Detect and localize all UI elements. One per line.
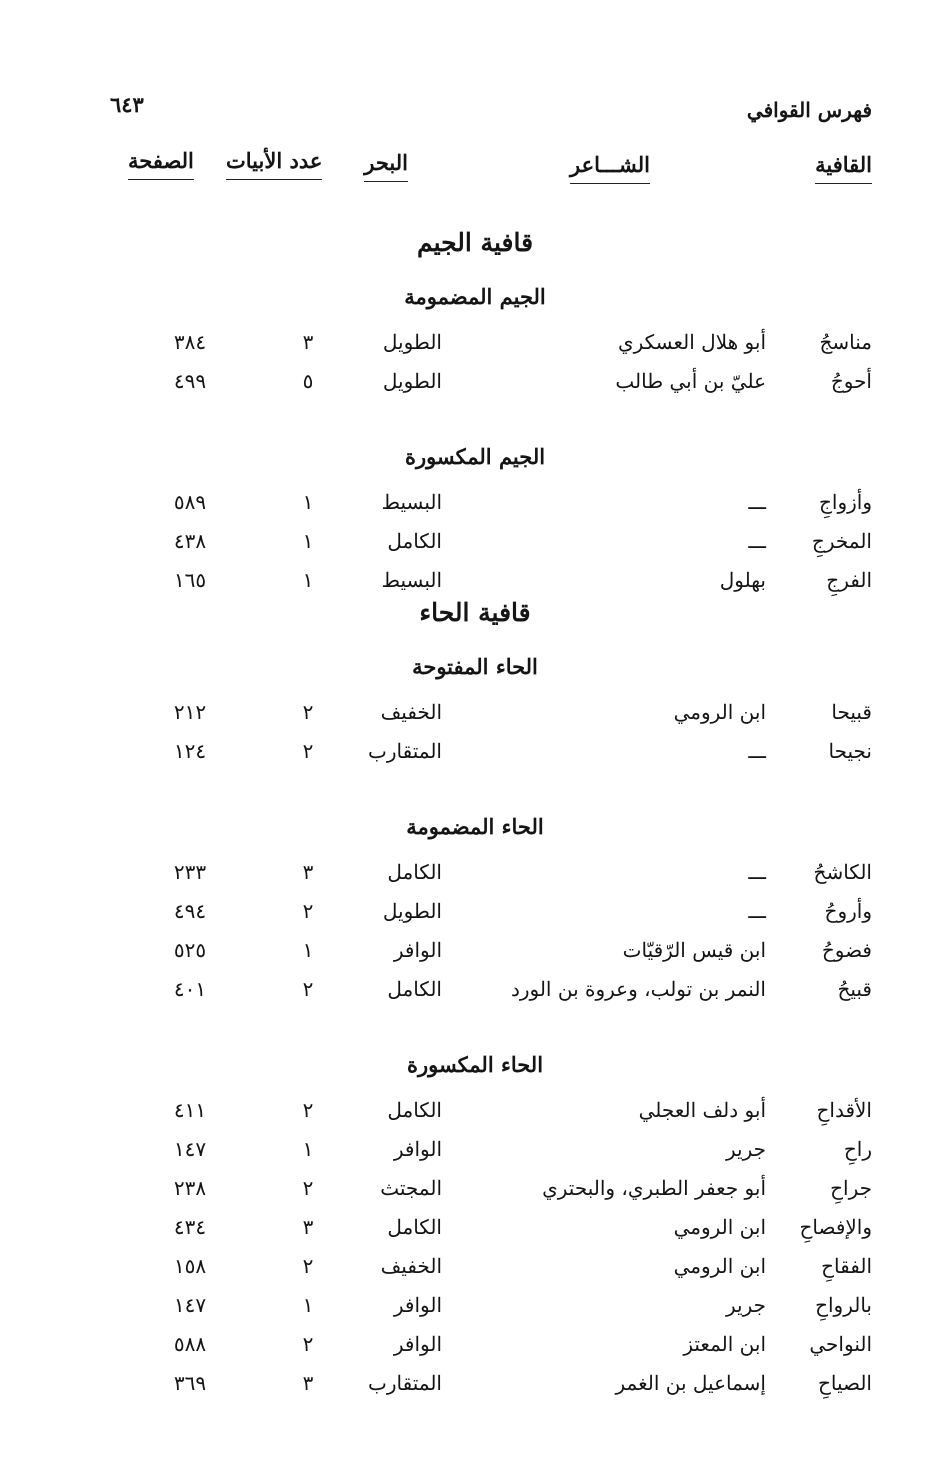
rhyme-cell: الفرجِ bbox=[826, 568, 872, 592]
column-header-underline bbox=[226, 179, 322, 180]
rhyme-cell: المخرجِ bbox=[811, 529, 872, 553]
rhyme-cell: الأقداحِ bbox=[816, 1098, 872, 1122]
page-number-cell: ٢٣٣ bbox=[173, 860, 207, 884]
poet-cell: ـــ bbox=[748, 739, 766, 763]
index-row bbox=[0, 1293, 950, 1327]
poet-cell: أبو هلال العسكري bbox=[617, 330, 766, 354]
column-header-poet bbox=[570, 152, 650, 184]
column-header-page bbox=[128, 148, 194, 180]
page-number-cell: ٤٣٨ bbox=[173, 529, 207, 553]
index-row bbox=[0, 899, 950, 933]
meter-cell: الخفيف bbox=[380, 1254, 442, 1278]
meter-cell: الكامل bbox=[387, 977, 442, 1001]
index-row bbox=[0, 1176, 950, 1210]
verse-count-cell: ١ bbox=[302, 938, 314, 962]
verse-count-cell: ٥ bbox=[302, 369, 314, 393]
poet-cell: ابن الرومي bbox=[673, 700, 766, 724]
index-row bbox=[0, 860, 950, 894]
page-number-cell: ٥٨٨ bbox=[173, 1332, 207, 1356]
meter-cell: الوافر bbox=[393, 1137, 442, 1161]
verse-count-cell: ١ bbox=[302, 1137, 314, 1161]
index-row bbox=[0, 1332, 950, 1366]
verse-count-cell: ٢ bbox=[302, 1176, 314, 1200]
rhyme-cell: قبيحا bbox=[831, 700, 872, 724]
poet-cell: إسماعيل بن الغمر bbox=[615, 1371, 766, 1395]
rhyme-cell: جراحِ bbox=[830, 1176, 872, 1200]
section-title: قافية الجيم bbox=[416, 228, 534, 257]
poet-cell: النمر بن تولب، وعروة بن الورد bbox=[510, 977, 766, 1001]
poet-cell: ابن الرومي bbox=[673, 1254, 766, 1278]
index-row bbox=[0, 369, 950, 403]
subsection-title: الحاء المفتوحة bbox=[412, 654, 538, 679]
page-number-cell: ٤٠١ bbox=[173, 977, 207, 1001]
meter-cell: الطويل bbox=[382, 899, 442, 923]
column-header-count bbox=[226, 148, 322, 180]
subsection-title: الجيم المكسورة bbox=[404, 444, 546, 469]
poet-cell: جرير bbox=[726, 1137, 766, 1161]
rhyme-cell: النواحي bbox=[809, 1332, 872, 1356]
column-header-rhyme-label: القافية bbox=[815, 152, 872, 177]
verse-count-cell: ٢ bbox=[302, 977, 314, 1001]
rhyme-cell: قبيحُ bbox=[837, 977, 872, 1001]
poet-cell: أبو دلف العجلي bbox=[638, 1098, 766, 1122]
index-row bbox=[0, 1371, 950, 1405]
meter-cell: الطويل bbox=[382, 330, 442, 354]
rhyme-cell: بالرواحِ bbox=[815, 1293, 872, 1317]
meter-cell: البسيط bbox=[381, 490, 442, 514]
page-number-cell: ٣٦٩ bbox=[173, 1371, 207, 1395]
index-row bbox=[0, 490, 950, 524]
poet-cell: ابن الرومي bbox=[673, 1215, 766, 1239]
column-header-meter bbox=[364, 150, 408, 182]
rhyme-cell: أحوجُ bbox=[830, 369, 872, 393]
verse-count-cell: ٣ bbox=[302, 860, 314, 884]
meter-cell: الكامل bbox=[387, 529, 442, 553]
column-header-underline bbox=[364, 181, 408, 182]
column-header-count-label: عدد الأبيات bbox=[226, 148, 323, 173]
column-header-poet-label: الشـــاعر bbox=[570, 152, 650, 177]
verse-count-cell: ٢ bbox=[302, 899, 314, 923]
rhyme-cell: والإفصاحِ bbox=[799, 1215, 872, 1239]
verse-count-cell: ٣ bbox=[302, 1215, 314, 1239]
verse-count-cell: ٣ bbox=[302, 1371, 314, 1395]
running-title: فهرس القوافي bbox=[746, 98, 872, 122]
poet-cell: بهلول bbox=[719, 568, 766, 592]
verse-count-cell: ٢ bbox=[302, 1098, 314, 1122]
meter-cell: الخفيف bbox=[380, 700, 442, 724]
poet-cell: ـــ bbox=[748, 899, 766, 923]
poet-cell: ابن قيس الرّقيّات bbox=[622, 938, 766, 962]
page-number-cell: ٤١١ bbox=[173, 1098, 207, 1122]
poet-cell: ـــ bbox=[748, 490, 766, 514]
rhyme-cell: الكاشحُ bbox=[813, 860, 872, 884]
column-header-underline bbox=[570, 183, 650, 184]
index-row bbox=[0, 1098, 950, 1132]
meter-cell: المتقارب bbox=[368, 739, 442, 763]
index-row bbox=[0, 1137, 950, 1171]
page-number-cell: ١٢٤ bbox=[173, 739, 207, 763]
verse-count-cell: ٢ bbox=[302, 700, 314, 724]
verse-count-cell: ١ bbox=[302, 490, 314, 514]
meter-cell: الطويل bbox=[382, 369, 442, 393]
meter-cell: المجتث bbox=[380, 1176, 442, 1200]
index-row bbox=[0, 977, 950, 1011]
poet-cell: أبو جعفر الطبري، والبحتري bbox=[542, 1176, 766, 1200]
index-row bbox=[0, 568, 950, 602]
page-number-cell: ١٥٨ bbox=[173, 1254, 207, 1278]
page-number: ٦٤٣ bbox=[110, 92, 144, 117]
verse-count-cell: ١ bbox=[302, 568, 314, 592]
verse-count-cell: ٢ bbox=[302, 739, 314, 763]
page-number-cell: ٤٩٤ bbox=[173, 899, 207, 923]
index-row bbox=[0, 938, 950, 972]
rhyme-cell: وأروحُ bbox=[824, 899, 872, 923]
column-header-page-label: الصفحة bbox=[128, 148, 194, 173]
meter-cell: المتقارب bbox=[368, 1371, 442, 1395]
rhyme-cell: وأزواجِ bbox=[819, 490, 872, 514]
index-row bbox=[0, 739, 950, 773]
page-number-cell: ٤٣٤ bbox=[173, 1215, 207, 1239]
page-number-cell: ٢٣٨ bbox=[173, 1176, 207, 1200]
rhyme-cell: الصياحِ bbox=[817, 1371, 872, 1395]
column-header-underline bbox=[128, 179, 194, 180]
index-row bbox=[0, 330, 950, 364]
page-number-cell: ٥٢٥ bbox=[173, 938, 207, 962]
page-number-cell: ٤٩٩ bbox=[173, 369, 207, 393]
poet-cell: جرير bbox=[726, 1293, 766, 1317]
rhyme-cell: الفقاحِ bbox=[821, 1254, 872, 1278]
meter-cell: الوافر bbox=[393, 938, 442, 962]
subsection-title: الجيم المضمومة bbox=[404, 284, 546, 309]
page-number-cell: ١٤٧ bbox=[173, 1137, 207, 1161]
poet-cell: ـــ bbox=[748, 860, 766, 884]
index-row bbox=[0, 529, 950, 563]
index-row bbox=[0, 1254, 950, 1288]
verse-count-cell: ٣ bbox=[302, 330, 314, 354]
column-header-meter-label: البحر bbox=[364, 150, 408, 175]
rhyme-cell: فضوحُ bbox=[821, 938, 872, 962]
poet-cell: ـــ bbox=[748, 529, 766, 553]
index-row bbox=[0, 1215, 950, 1249]
meter-cell: البسيط bbox=[381, 568, 442, 592]
rhyme-cell: مناسجُ bbox=[819, 330, 872, 354]
verse-count-cell: ١ bbox=[302, 1293, 314, 1317]
page-number-cell: ٥٨٩ bbox=[173, 490, 207, 514]
meter-cell: الكامل bbox=[387, 1098, 442, 1122]
meter-cell: الكامل bbox=[387, 860, 442, 884]
rhyme-cell: نجيحا bbox=[828, 739, 872, 763]
verse-count-cell: ٢ bbox=[302, 1332, 314, 1356]
verse-count-cell: ١ bbox=[302, 529, 314, 553]
page-number-cell: ١٦٥ bbox=[173, 568, 207, 592]
column-header-underline bbox=[815, 183, 872, 184]
page-number-cell: ٣٨٤ bbox=[173, 330, 207, 354]
page-header bbox=[110, 92, 872, 132]
verse-count-cell: ٢ bbox=[302, 1254, 314, 1278]
meter-cell: الوافر bbox=[393, 1293, 442, 1317]
column-header-rhyme bbox=[815, 152, 872, 184]
meter-cell: الوافر bbox=[393, 1332, 442, 1356]
subsection-title: الحاء المضمومة bbox=[406, 814, 544, 839]
meter-cell: الكامل bbox=[387, 1215, 442, 1239]
page-number-cell: ١٤٧ bbox=[173, 1293, 207, 1317]
page-number-cell: ٢١٢ bbox=[173, 700, 207, 724]
section-title: قافية الحاء bbox=[419, 598, 531, 627]
rhyme-cell: راحِ bbox=[843, 1137, 872, 1161]
poet-cell: عليّ بن أبي طالب bbox=[615, 369, 766, 393]
poet-cell: ابن المعتز bbox=[683, 1332, 766, 1356]
subsection-title: الحاء المكسورة bbox=[406, 1052, 544, 1077]
index-row bbox=[0, 700, 950, 734]
